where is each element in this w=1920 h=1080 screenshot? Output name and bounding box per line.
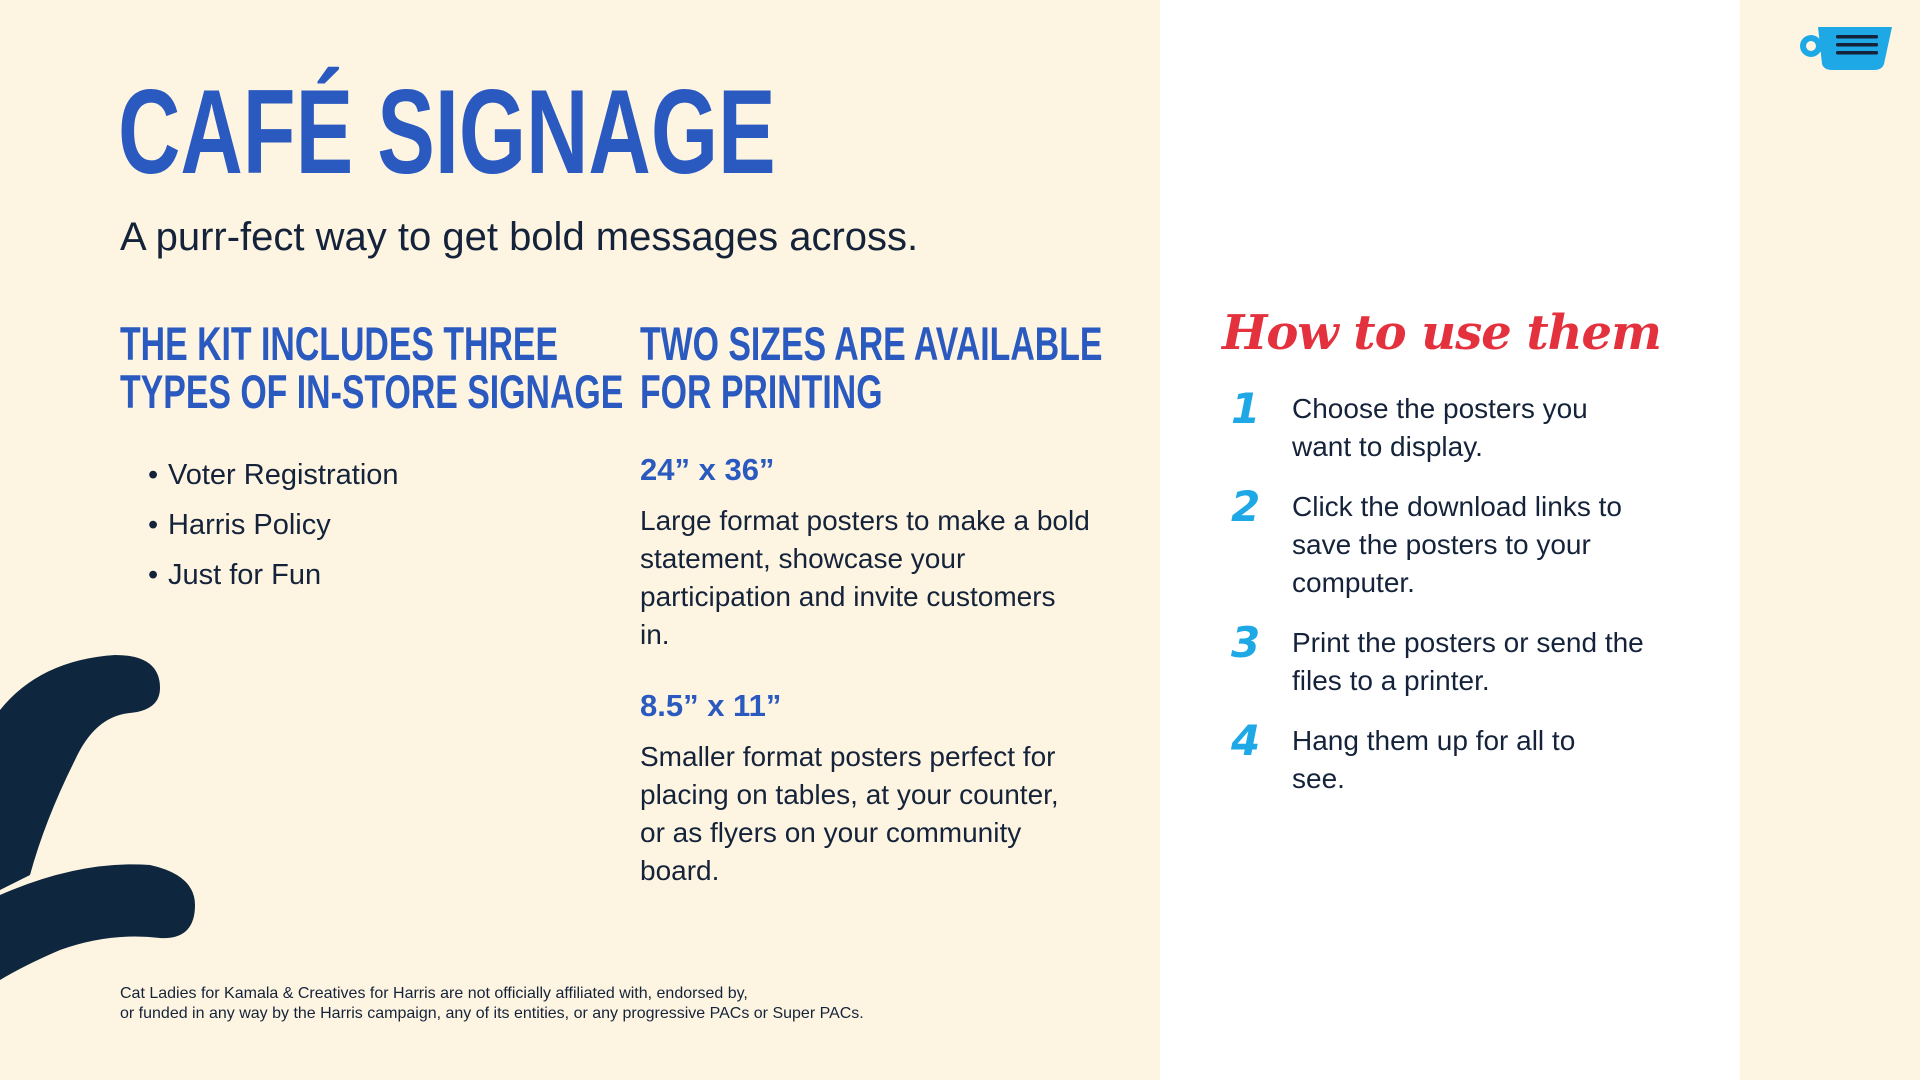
kit-item-label: Voter Registration <box>168 459 399 491</box>
step-number: 3 <box>1231 618 1261 667</box>
kit-heading-line: TYPES OF IN-STORE SIGNAGE <box>120 365 624 418</box>
step-text: Choose the posters you want to display. <box>1292 393 1588 462</box>
disclaimer <box>120 984 864 1024</box>
kit-item-label: Just for Fun <box>168 559 322 591</box>
disclaimer-line: Cat Ladies for Kamala & Creatives for Harris are not officially affiliated with, endorsed by, <box>120 985 748 1002</box>
disclaimer-line: or funded in any way by the Harris campaign, any of its entities, or any progressive PACs or Super PACs. <box>120 1005 864 1022</box>
steps-list <box>1225 384 1705 820</box>
sizes-heading-line: FOR PRINTING <box>640 365 883 418</box>
page-subtitle: A purr-fect way to get bold messages across. <box>120 215 919 259</box>
step-item <box>1225 618 1705 700</box>
small-size-label: 8.5” x 11” <box>640 688 782 723</box>
kit-heading <box>120 317 624 418</box>
right-strip <box>1740 0 1920 1080</box>
step-item <box>1225 482 1705 602</box>
step-text: Click the download links to save the posters to your computer. <box>1292 491 1622 598</box>
bullet: • <box>148 509 159 541</box>
page-title: CAFÉ SIGNAGE <box>118 65 776 199</box>
list-item <box>148 550 399 600</box>
kit-list <box>148 450 399 600</box>
how-to-heading: How to use them <box>1222 305 1661 361</box>
step-number: 1 <box>1231 384 1261 433</box>
step-item <box>1225 384 1705 466</box>
step-text: Print the posters or send the files to a printer. <box>1292 627 1644 696</box>
step-text: Hang them up for all to see. <box>1292 725 1576 794</box>
bullet: • <box>148 559 159 591</box>
step-item <box>1225 716 1705 798</box>
kit-heading-line: THE KIT INCLUDES THREE <box>120 317 559 370</box>
sizes-heading <box>640 317 1103 418</box>
large-size-description: Large format posters to make a bold statement, showcase your participation and invite customers in. <box>640 505 1090 650</box>
large-size-label: 24” x 36” <box>640 452 775 487</box>
list-item <box>148 450 399 500</box>
step-number: 2 <box>1231 482 1261 531</box>
small-size-description: Smaller format posters perfect for placing on tables, at your counter, or as flyers on your community board. <box>640 741 1059 886</box>
coffee-cup-menu-icon[interactable] <box>1796 22 1896 72</box>
cat-tail-decoration <box>0 650 210 990</box>
list-item <box>148 500 399 550</box>
step-number: 4 <box>1231 716 1261 765</box>
kit-item-label: Harris Policy <box>168 509 331 541</box>
bullet: • <box>148 459 159 491</box>
sizes-heading-line: TWO SIZES ARE AVAILABLE <box>640 317 1103 370</box>
